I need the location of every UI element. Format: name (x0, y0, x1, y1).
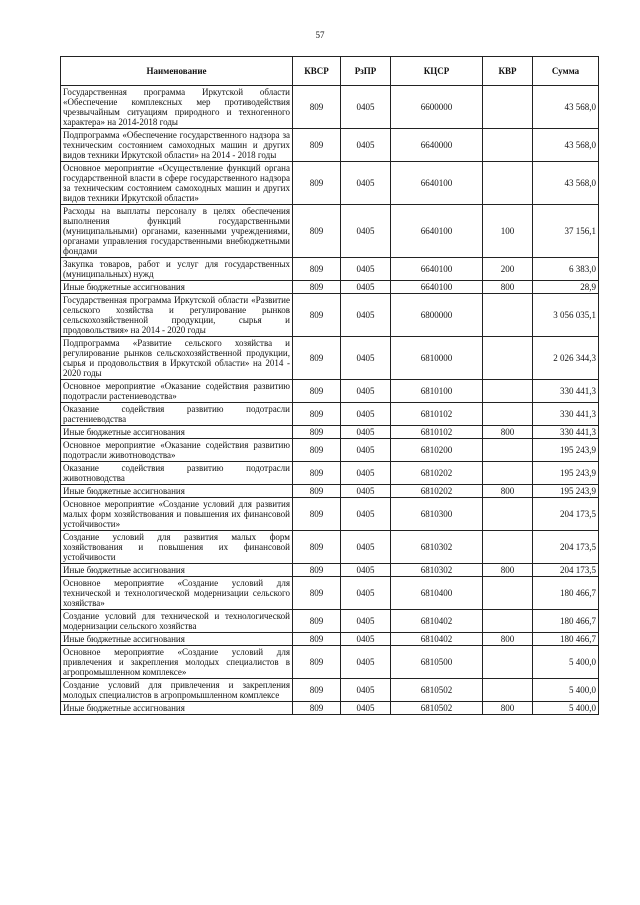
cell-kcsr: 6810200 (391, 439, 483, 462)
cell-rzpr: 0405 (341, 294, 391, 337)
cell-kvsr: 809 (293, 485, 341, 498)
cell-kvsr: 809 (293, 702, 341, 715)
cell-rzpr: 0405 (341, 577, 391, 610)
cell-rzpr: 0405 (341, 439, 391, 462)
cell-kvr (483, 439, 533, 462)
cell-rzpr: 0405 (341, 281, 391, 294)
cell-kvsr: 809 (293, 462, 341, 485)
cell-kcsr: 6810302 (391, 564, 483, 577)
cell-kvr (483, 498, 533, 531)
cell-kvsr: 809 (293, 564, 341, 577)
table-row (61, 162, 599, 205)
table-row (61, 646, 599, 679)
cell-kvr (483, 577, 533, 610)
cell-name: Основное мероприятие «Осуществление функций органа государственной власти в сфере государственного надзора за техническим состоянием самоходных машин и других видов техники Иркутской области» (61, 162, 293, 205)
cell-sum: 43 568,0 (533, 162, 599, 205)
header-name: Наименование (61, 57, 293, 86)
cell-kcsr: 6810000 (391, 337, 483, 380)
cell-name: Создание условий для технической и технологической модернизации сельского хозяйства (61, 610, 293, 633)
cell-kcsr: 6640000 (391, 129, 483, 162)
cell-name: Создание условий для привлечения и закрепления молодых специалистов в агропромышленном комплексе (61, 679, 293, 702)
cell-kvsr: 809 (293, 86, 341, 129)
header-kvsr: КВСР (293, 57, 341, 86)
cell-kvr (483, 129, 533, 162)
cell-kvr: 800 (483, 426, 533, 439)
cell-kcsr: 6640100 (391, 258, 483, 281)
cell-kvsr: 809 (293, 679, 341, 702)
cell-name: Основное мероприятие «Создание условий для привлечения и закрепления молодых специалистов в агропромышленном комплексе» (61, 646, 293, 679)
table-row (61, 403, 599, 426)
table-row (61, 531, 599, 564)
cell-rzpr: 0405 (341, 633, 391, 646)
table-row (61, 462, 599, 485)
cell-rzpr: 0405 (341, 498, 391, 531)
cell-sum: 204 173,5 (533, 498, 599, 531)
cell-kvsr: 809 (293, 577, 341, 610)
cell-rzpr: 0405 (341, 86, 391, 129)
table-row (61, 610, 599, 633)
cell-rzpr: 0405 (341, 702, 391, 715)
cell-kvr (483, 294, 533, 337)
cell-sum: 5 400,0 (533, 646, 599, 679)
cell-name: Создание условий для развития малых форм хозяйствования и повышения их финансовой устойчивости (61, 531, 293, 564)
cell-kvsr: 809 (293, 633, 341, 646)
cell-rzpr: 0405 (341, 531, 391, 564)
cell-sum: 195 243,9 (533, 462, 599, 485)
table-row (61, 294, 599, 337)
cell-kvr: 800 (483, 485, 533, 498)
table-row (61, 281, 599, 294)
cell-sum: 6 383,0 (533, 258, 599, 281)
cell-rzpr: 0405 (341, 129, 391, 162)
cell-kvr (483, 462, 533, 485)
cell-name: Иные бюджетные ассигнования (61, 564, 293, 577)
cell-kcsr: 6810400 (391, 577, 483, 610)
cell-rzpr: 0405 (341, 380, 391, 403)
table-row (61, 205, 599, 258)
cell-kcsr: 6810502 (391, 679, 483, 702)
cell-kvsr: 809 (293, 337, 341, 380)
cell-kcsr: 6810502 (391, 702, 483, 715)
cell-name: Основное мероприятие «Оказание содействия развитию подотрасли животноводства» (61, 439, 293, 462)
table-header-row (61, 57, 599, 86)
cell-kvsr: 809 (293, 403, 341, 426)
cell-name: Иные бюджетные ассигнования (61, 426, 293, 439)
cell-kvsr: 809 (293, 380, 341, 403)
cell-kvr (483, 380, 533, 403)
header-rzpr: РзПР (341, 57, 391, 86)
cell-name: Оказание содействия развитию подотрасли растениеводства (61, 403, 293, 426)
cell-kvsr: 809 (293, 162, 341, 205)
cell-name: Оказание содействия развитию подотрасли животноводства (61, 462, 293, 485)
cell-name: Подпрограмма «Развитие сельского хозяйства и регулирование рынков сельскохозяйственной продукции, сырья и продовольствия в Иркутской области» на 2014 - 2020 годы (61, 337, 293, 380)
cell-name: Основное мероприятие «Создание условий для развития малых форм хозяйствования и повышения их финансовой устойчивости» (61, 498, 293, 531)
cell-kvsr: 809 (293, 531, 341, 564)
cell-rzpr: 0405 (341, 162, 391, 205)
cell-rzpr: 0405 (341, 679, 391, 702)
cell-kvr (483, 610, 533, 633)
cell-name: Основное мероприятие «Оказание содействия развитию подотрасли растениеводства» (61, 380, 293, 403)
table-row (61, 258, 599, 281)
cell-sum: 204 173,5 (533, 564, 599, 577)
cell-kcsr: 6600000 (391, 86, 483, 129)
cell-name: Основное мероприятие «Создание условий для технической и технологической модернизации сельского хозяйства» (61, 577, 293, 610)
cell-kvsr: 809 (293, 294, 341, 337)
cell-sum: 180 466,7 (533, 577, 599, 610)
cell-sum: 330 441,3 (533, 426, 599, 439)
cell-kvsr: 809 (293, 258, 341, 281)
cell-rzpr: 0405 (341, 564, 391, 577)
table-row (61, 426, 599, 439)
cell-sum: 43 568,0 (533, 129, 599, 162)
cell-kcsr: 6810302 (391, 531, 483, 564)
cell-sum: 195 243,9 (533, 439, 599, 462)
cell-kvsr: 809 (293, 439, 341, 462)
cell-sum: 2 026 344,3 (533, 337, 599, 380)
cell-kvr (483, 86, 533, 129)
cell-kcsr: 6640100 (391, 205, 483, 258)
page-number: 57 (315, 30, 325, 40)
cell-kcsr: 6810202 (391, 485, 483, 498)
cell-sum: 37 156,1 (533, 205, 599, 258)
cell-kcsr: 6810300 (391, 498, 483, 531)
cell-sum: 43 568,0 (533, 86, 599, 129)
cell-sum: 195 243,9 (533, 485, 599, 498)
table-row (61, 129, 599, 162)
cell-kvr (483, 679, 533, 702)
table-row (61, 564, 599, 577)
cell-name: Иные бюджетные ассигнования (61, 281, 293, 294)
cell-rzpr: 0405 (341, 610, 391, 633)
cell-kvr: 100 (483, 205, 533, 258)
cell-name: Государственная программа Иркутской области «Обеспечение комплексных мер противодействия чрезвычайным ситуациям природного и техногенного характера» на 2014-2018 годы (61, 86, 293, 129)
cell-kvsr: 809 (293, 610, 341, 633)
table-row (61, 485, 599, 498)
cell-kvsr: 809 (293, 205, 341, 258)
table-row (61, 337, 599, 380)
cell-sum: 330 441,3 (533, 380, 599, 403)
cell-kvr (483, 337, 533, 380)
cell-sum: 5 400,0 (533, 702, 599, 715)
cell-sum: 3 056 035,1 (533, 294, 599, 337)
cell-kcsr: 6810100 (391, 380, 483, 403)
cell-kcsr: 6810102 (391, 403, 483, 426)
cell-rzpr: 0405 (341, 205, 391, 258)
cell-kvr (483, 162, 533, 205)
cell-kvr: 800 (483, 564, 533, 577)
cell-rzpr: 0405 (341, 337, 391, 380)
cell-kcsr: 6810402 (391, 633, 483, 646)
cell-rzpr: 0405 (341, 646, 391, 679)
table-row (61, 86, 599, 129)
cell-name: Иные бюджетные ассигнования (61, 633, 293, 646)
cell-kvr (483, 646, 533, 679)
cell-kcsr: 6810102 (391, 426, 483, 439)
cell-kvsr: 809 (293, 646, 341, 679)
cell-name: Подпрограмма «Обеспечение государственного надзора за техническим состоянием самоходных машин и других видов техники Иркутской области» на 2014 - 2018 годы (61, 129, 293, 162)
table-body (61, 86, 599, 715)
cell-sum: 28,9 (533, 281, 599, 294)
cell-kcsr: 6810202 (391, 462, 483, 485)
cell-rzpr: 0405 (341, 403, 391, 426)
cell-kvr: 800 (483, 633, 533, 646)
cell-kvr (483, 531, 533, 564)
cell-sum: 180 466,7 (533, 633, 599, 646)
cell-kcsr: 6810402 (391, 610, 483, 633)
cell-sum: 204 173,5 (533, 531, 599, 564)
cell-rzpr: 0405 (341, 462, 391, 485)
cell-sum: 330 441,3 (533, 403, 599, 426)
cell-kvsr: 809 (293, 129, 341, 162)
cell-kcsr: 6800000 (391, 294, 483, 337)
table-row (61, 577, 599, 610)
cell-kvr: 800 (483, 702, 533, 715)
cell-kvsr: 809 (293, 281, 341, 294)
cell-kvr: 200 (483, 258, 533, 281)
table-row (61, 633, 599, 646)
table-row (61, 702, 599, 715)
cell-rzpr: 0405 (341, 258, 391, 281)
cell-kcsr: 6640100 (391, 281, 483, 294)
cell-name: Иные бюджетные ассигнования (61, 485, 293, 498)
table-row (61, 439, 599, 462)
cell-sum: 180 466,7 (533, 610, 599, 633)
cell-kcsr: 6640100 (391, 162, 483, 205)
cell-name: Расходы на выплаты персоналу в целях обеспечения выполнения функций государственными (муниципальными) органами, казенными учреждениями, органами управления государственными внебюджетными фондами (61, 205, 293, 258)
cell-name: Закупка товаров, работ и услуг для государственных (муниципальных) нужд (61, 258, 293, 281)
table-row (61, 679, 599, 702)
cell-name: Иные бюджетные ассигнования (61, 702, 293, 715)
budget-table (60, 56, 599, 715)
cell-kcsr: 6810500 (391, 646, 483, 679)
cell-rzpr: 0405 (341, 426, 391, 439)
table-row (61, 380, 599, 403)
header-kcsr: КЦСР (391, 57, 483, 86)
cell-kvsr: 809 (293, 426, 341, 439)
cell-kvsr: 809 (293, 498, 341, 531)
header-sum: Сумма (533, 57, 599, 86)
cell-sum: 5 400,0 (533, 679, 599, 702)
header-kvr: КВР (483, 57, 533, 86)
cell-kvr: 800 (483, 281, 533, 294)
cell-name: Государственная программа Иркутской области «Развитие сельского хозяйства и регулирование рынков сельскохозяйственной продукции, сырья и продовольствия» на 2014 - 2020 годы (61, 294, 293, 337)
cell-kvr (483, 403, 533, 426)
table-row (61, 498, 599, 531)
cell-rzpr: 0405 (341, 485, 391, 498)
